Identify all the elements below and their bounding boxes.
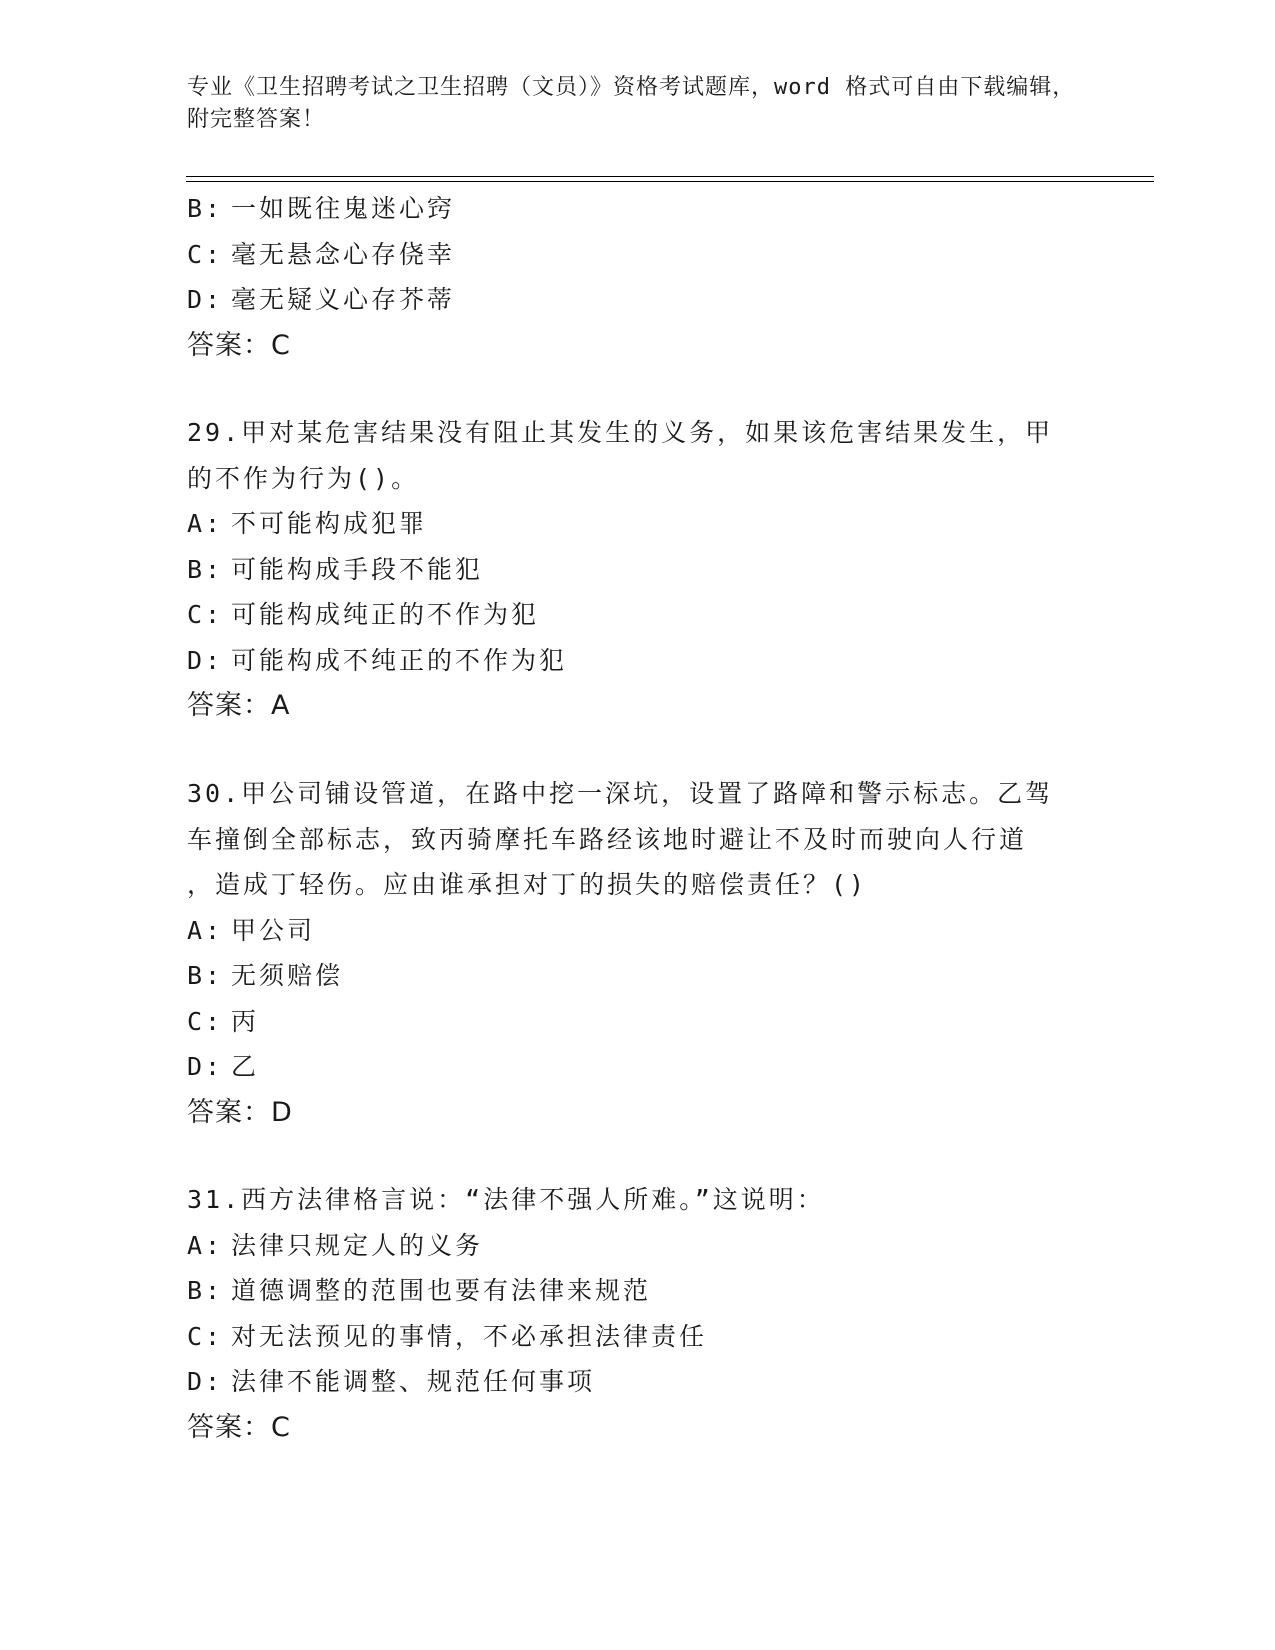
option-c: C: 可能构成纯正的不作为犯 bbox=[187, 600, 540, 629]
question-29 bbox=[187, 410, 1087, 729]
option-d: D: 法律不能调整、规范任何事项 bbox=[187, 1367, 596, 1396]
option-b: B: 可能构成手段不能犯 bbox=[187, 554, 484, 584]
option-c: C: 丙 bbox=[187, 1006, 260, 1036]
question-stem: 31.西方法律格言说：“法律不强人所难。”这说明： bbox=[187, 1185, 825, 1214]
option-b: B: 一如既往鬼迷心窍 bbox=[187, 194, 456, 223]
option-d: D: 毫无疑义心存芥蒂 bbox=[187, 285, 456, 314]
header-divider-top bbox=[186, 176, 1154, 177]
option-a: A: 甲公司 bbox=[187, 915, 316, 945]
option-b: B: 无须赔偿 bbox=[187, 961, 344, 990]
answer-line: 答案：D bbox=[187, 1096, 293, 1128]
question-stem: 车撞倒全部标志，致丙骑摩托车路经该地时避让不及时而驶向人行道 bbox=[187, 824, 1028, 854]
prev-question-block bbox=[187, 186, 1087, 368]
question-stem: 29.甲对某危害结果没有阻止其发生的义务，如果该危害结果发生，甲 bbox=[187, 418, 1054, 447]
answer-line: 答案：C bbox=[187, 329, 291, 361]
question-stem: ，造成丁轻伤。应由谁承担对丁的损失的赔偿责任？() bbox=[187, 870, 868, 899]
question-stem: 30.甲公司铺设管道，在路中挖一深坑，设置了路障和警示标志。乙驾 bbox=[187, 779, 1054, 808]
option-d: D: 可能构成不纯正的不作为犯 bbox=[187, 645, 568, 675]
header-divider-bottom bbox=[186, 181, 1154, 182]
document-header: 专业《卫生招聘考试之卫生招聘（文员）》资格考试题库，word 格式可自由下载编辑，附完整答案！ bbox=[187, 75, 1076, 132]
option-c: C: 毫无悬念心存侥幸 bbox=[187, 239, 456, 269]
question-30 bbox=[187, 771, 1087, 1135]
option-d: D: 乙 bbox=[187, 1052, 260, 1081]
option-c: C: 对无法预见的事情，不必承担法律责任 bbox=[187, 1321, 708, 1351]
question-stem: 的不作为行为()。 bbox=[187, 463, 420, 493]
answer-line: 答案：A bbox=[187, 690, 291, 721]
option-a: A: 不可能构成犯罪 bbox=[187, 509, 428, 538]
question-31 bbox=[187, 1177, 1087, 1450]
option-b: B: 道德调整的范围也要有法律来规范 bbox=[187, 1276, 652, 1305]
option-a: A: 法律只规定人的义务 bbox=[187, 1230, 484, 1260]
answer-line: 答案：C bbox=[187, 1411, 291, 1443]
